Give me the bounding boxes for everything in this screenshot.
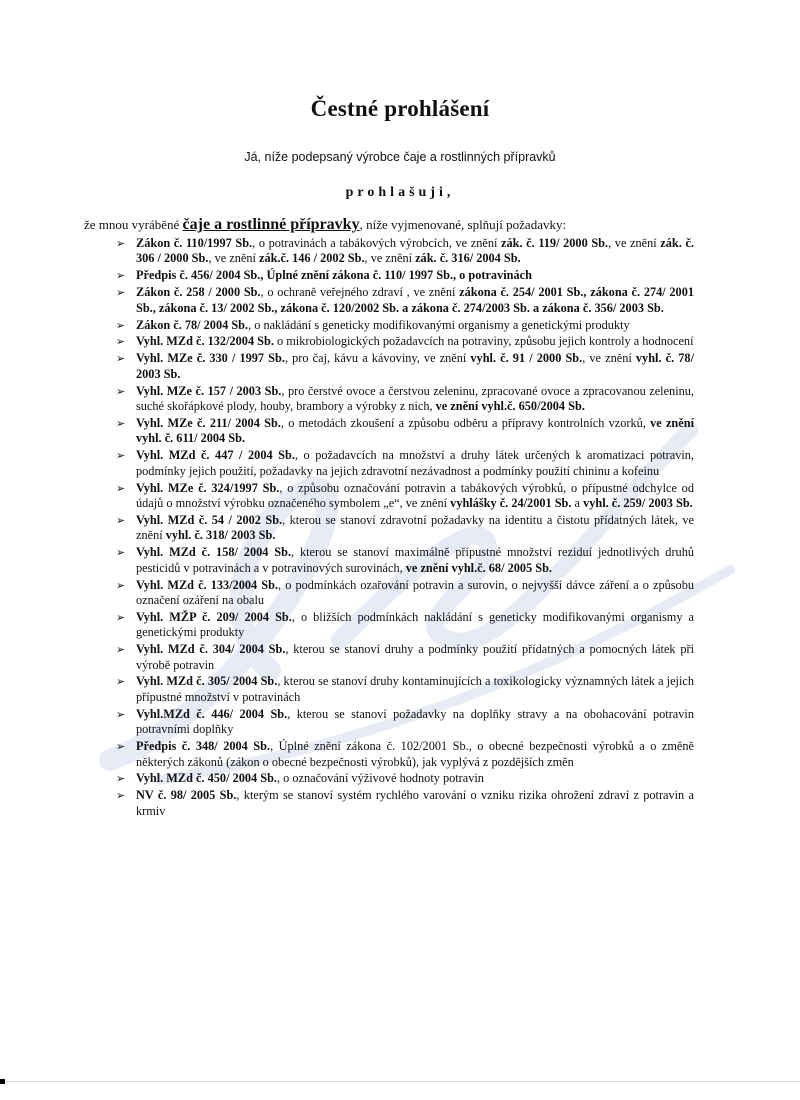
legal-reference: vyhl. č. 259/ 2003 Sb. [583, 496, 693, 510]
requirement-item [114, 384, 694, 415]
item-text: a [571, 496, 584, 510]
requirement-item [114, 771, 694, 786]
arrow-bullet-icon: ➢ [116, 707, 126, 721]
requirement-item [114, 788, 694, 819]
legal-reference: Vyhl.MZd č. 446/ 2004 Sb. [136, 706, 288, 721]
arrow-bullet-icon: ➢ [116, 675, 126, 689]
legal-reference: ve znění vyhl.č. 68/ 2005 Sb. [405, 560, 552, 575]
arrow-bullet-icon: ➢ [116, 643, 126, 657]
requirement-item [114, 448, 694, 479]
document-title: Čestné prohlášení [310, 96, 490, 121]
requirement-item [114, 416, 694, 447]
requirement-item [114, 334, 694, 349]
requirement-item [114, 481, 694, 512]
legal-reference: Vyhl. MZd č. 450/ 2004 Sb. [136, 771, 277, 786]
legal-reference: Vyhl. MZe č. 330 / 1997 Sb. [136, 351, 285, 366]
legal-reference: Zákon č. 110/1997 Sb. [136, 236, 253, 250]
arrow-bullet-icon: ➢ [116, 546, 126, 560]
item-text: , kterým se stanoví systém rychlého varování o vzniku rizika ohrožení zdraví z potravin a krmiv [136, 788, 694, 818]
item-text: , pro čaj, kávu a kávoviny, ve znění [284, 351, 471, 366]
item-text: , kterou se stanoví druhy kontaminujících a toxikologicky významných látek a jejich přípustné množství v potravinách [136, 674, 694, 704]
legal-reference: zák. č. 306 / 2000 Sb. [136, 236, 694, 266]
item-text: , ve znění [582, 351, 636, 366]
arrow-bullet-icon: ➢ [116, 481, 126, 495]
requirement-item [114, 610, 694, 641]
requirement-item [114, 578, 694, 609]
arrow-bullet-icon: ➢ [116, 318, 126, 332]
arrow-bullet-icon: ➢ [116, 772, 126, 786]
legal-reference: Zákon č. 78/ 2004 Sb. [136, 317, 249, 332]
item-text: , o podmínkách ozařování potravin a surovin, o nejvyšší dávce záření a o způsobu označení ozáření na obalu [136, 577, 694, 607]
arrow-bullet-icon: ➢ [116, 740, 126, 754]
legal-reference: zák. č. 119/ 2000 Sb. [501, 236, 609, 250]
declaration-word: prohlašuji, [345, 185, 455, 200]
arrow-bullet-icon: ➢ [116, 237, 126, 250]
item-text: , ve znění [208, 251, 259, 266]
item-text: , o nakládání s geneticky modifikovanými organismy a genetickými produkty [248, 317, 630, 332]
arrow-bullet-icon: ➢ [116, 789, 126, 803]
item-text: , o potravinách a tabákových výrobcích, ve znění [252, 236, 502, 250]
legal-reference: zák. č. 316/ 2004 Sb. [415, 251, 521, 266]
requirement-item [114, 318, 694, 333]
item-text: , kterou se stanoví zdravotní požadavky na identitu a čistotu přídatných látek, ve znění [136, 512, 695, 543]
legal-reference: Předpis č. 348/ 2004 Sb. [136, 739, 271, 754]
arrow-bullet-icon: ➢ [116, 286, 126, 300]
legal-reference: zákona č. 254/ 2001 Sb., zákona č. 274/ 2001 Sb., zákona č. 13/ 2002 Sb., zákona č. 120/2002 Sb. a zákona č. 274/2003 Sb. a zákona č. 356/ 2003 Sb. [136, 285, 695, 315]
legal-reference: zák.č. 146 / 2002 Sb. [258, 251, 365, 266]
legal-reference: Vyhl. MŽP č. 209/ 2004 Sb. [136, 609, 292, 624]
item-text: , o požadavcích na množství a druhy látek určených k aromatizaci potravin, podmínky jejich použití, požadavky na jejich zdravotní nezávadnost a podmínky použití chininu a kofeinu [136, 448, 694, 478]
legal-reference: Vyhl. MZe č. 157 / 2003 Sb. [136, 383, 282, 398]
legal-reference: NV č. 98/ 2005 Sb. [136, 788, 237, 803]
scan-corner-mark [0, 1079, 5, 1084]
item-text: , Úplné znění zákona č. 102/2001 Sb., o obecné bezpečnosti výrobků a o změně některých zákonů (zákon o obecné bezpečnosti výrobků), jak vyplývá z pozdějších změn [136, 739, 694, 769]
item-text: , o ochraně veřejného zdraví , ve znění [260, 285, 460, 300]
legal-reference: Vyhl. MZd č. 305/ 2004 Sb. [136, 674, 278, 689]
item-text: , o označování výživové hodnoty potravin [277, 771, 484, 786]
requirement-item [114, 268, 694, 283]
legal-reference: ve znění vyhl. č. 611/ 2004 Sb. [136, 415, 694, 446]
requirement-item [114, 642, 694, 673]
requirement-item [114, 351, 694, 382]
arrow-bullet-icon: ➢ [116, 513, 126, 527]
lead-after: , níže vyjmenované, splňují požadavky: [359, 217, 567, 232]
requirement-item [114, 739, 694, 770]
legal-reference: ve znění vyhl.č. 650/2004 Sb. [435, 399, 585, 414]
legal-reference: Předpis č. 456/ 2004 Sb., Úplné znění zákona č. 110/ 1997 Sb., o potravinách [136, 268, 532, 283]
legal-reference: vyhl. č. 78/ 2003 Sb. [136, 351, 694, 381]
legal-reference: Vyhl. MZd č. 304/ 2004 Sb. [136, 642, 286, 657]
arrow-bullet-icon: ➢ [116, 449, 126, 463]
item-text: , o bližších podmínkách nakládání s geneticky modifikovanými organismy a genetickými produkty [136, 609, 695, 640]
arrow-bullet-icon: ➢ [116, 335, 126, 349]
arrow-bullet-icon: ➢ [116, 269, 126, 283]
requirement-item [114, 285, 694, 316]
legal-reference: Zákon č. 258 / 2000 Sb. [136, 285, 261, 300]
legal-reference: Vyhl. MZe č. 211/ 2004 Sb. [136, 415, 281, 430]
item-text: , ve znění [608, 236, 661, 250]
item-text: , kterou se stanoví požadavky na doplňky stravy a na obohacování potravin potravními doplňky [136, 706, 694, 737]
scan-edge-line [0, 1081, 800, 1082]
legal-reference: Vyhl. MZd č. 132/2004 Sb. [136, 334, 274, 349]
arrow-bullet-icon: ➢ [116, 578, 126, 592]
legal-reference: Vyhl. MZe č. 324/1997 Sb. [136, 480, 280, 495]
arrow-bullet-icon: ➢ [116, 416, 126, 430]
arrow-bullet-icon: ➢ [116, 384, 126, 398]
arrow-bullet-icon: ➢ [116, 352, 126, 366]
legal-reference: Vyhl. MZd č. 133/2004 Sb. [136, 577, 279, 592]
item-text: o mikrobiologických požadavcích na potraviny, způsobu jejich kontroly a hodnocení [273, 334, 694, 349]
lead-sentence [84, 216, 764, 234]
item-text: , o metodách zkoušení a způsobu odběru a přípravy kontrolních vzorků, [280, 415, 651, 430]
legal-reference: vyhl. č. 318/ 2003 Sb. [165, 528, 276, 543]
requirements-list [114, 236, 694, 821]
requirement-item [114, 674, 694, 705]
requirement-item [114, 545, 694, 576]
legal-reference: Vyhl. MZd č. 158/ 2004 Sb. [136, 545, 292, 560]
lead-highlight: čaje a rostlinné přípravky [182, 216, 360, 233]
legal-reference: Vyhl. MZd č. 447 / 2004 Sb. [136, 448, 295, 463]
legal-reference: Vyhl. MZd č. 54 / 2002 Sb. [136, 512, 283, 527]
item-text: , kterou se stanoví maximálně přípustné množství reziduí jednotlivých druhů pesticidů v potravinách a v potravinových surovinách, [136, 545, 694, 575]
lead-before: že mnou vyráběné [84, 217, 183, 232]
item-text: , o způsobu označování potravin a tabákových výrobků, o přípustné odchylce od údajů o množství výrobku označeného symbolem „e“, ve znění [136, 480, 694, 510]
intro-line: Já, níže podepsaný výrobce čaje a rostlinných přípravků [244, 150, 556, 164]
legal-reference: vyhl. č. 91 / 2000 Sb. [470, 351, 583, 366]
legal-reference: vyhlášky č. 24/2001 Sb. [450, 496, 572, 510]
item-text: , kterou se stanoví druhy a podmínky použití přídatných a pomocných látek při výrobě potravin [136, 642, 694, 672]
requirement-item [114, 707, 694, 738]
item-text: , pro čerstvé ovoce a čerstvou zeleninu, zpracované ovoce a zpracovanou zeleninu, suché skořápkové plody, houby, brambory a výrobky z nich, [136, 383, 694, 414]
arrow-bullet-icon: ➢ [116, 610, 126, 624]
item-text: , ve znění [364, 251, 416, 266]
requirement-item [114, 236, 694, 267]
requirement-item [114, 513, 694, 544]
